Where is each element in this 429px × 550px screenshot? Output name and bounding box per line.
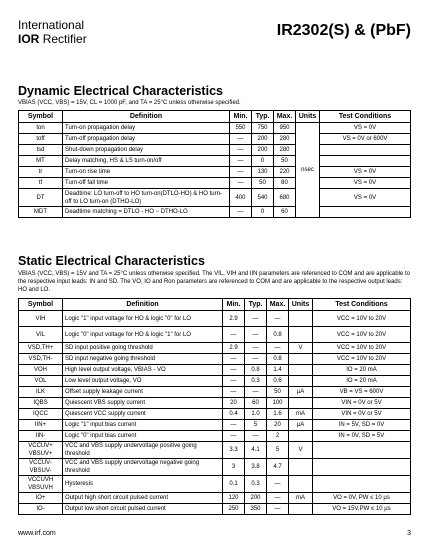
symbol-cell: VIH [19,311,63,327]
min-cell: 250 [223,504,245,515]
symbol-cell: ILK [19,387,63,398]
typ-cell: 50 [252,178,274,189]
units-cell [289,354,313,365]
test-conditions-cell: VS = 0V [320,167,411,178]
definition-cell: SD input positive going threshold [63,343,223,354]
min-cell: — [230,134,252,145]
definition-cell: VCC and VBS supply undervoltage positive going threshold [63,442,223,459]
typ-cell: 750 [252,123,274,134]
brand-name-line1: International [18,18,85,32]
definition-cell: Offset supply leakage current [63,387,223,398]
definition-cell: Logic "1" input bias current [63,420,223,431]
typ-cell: 130 [252,167,274,178]
typ-cell: 4.1 [245,442,267,459]
table-row [19,431,411,442]
page-number: 3 [407,530,411,537]
max-cell: 100 [267,398,289,409]
max-cell: 0.6 [267,376,289,387]
definition-cell: Deadtime matching = DTLO - HO − DTHO-LO [63,207,230,218]
table-row [19,376,411,387]
definition-cell: Shut-down propagation delay [63,145,230,156]
brand-name-line2 [18,32,87,46]
test-conditions-cell: VS = 0V [320,178,411,189]
units-cell [289,327,313,343]
max-cell: 0.8 [267,354,289,365]
typ-cell: — [245,327,267,343]
ior-logo: IOR [18,32,40,46]
definition-cell: Quiescent VBS supply current [63,398,223,409]
test-conditions-cell [320,207,411,218]
min-cell: — [223,376,245,387]
max-cell: 1.4 [267,365,289,376]
max-cell: 60 [274,207,296,218]
min-cell: — [223,327,245,343]
symbol-cell: ton [19,123,63,134]
min-cell: — [223,431,245,442]
table-row [19,504,411,515]
table-row [19,156,411,167]
column-header: Typ. [245,299,267,311]
test-conditions-cell: VS = 0V [320,123,411,134]
max-cell: 280 [274,134,296,145]
table-row [19,145,411,156]
column-header: Typ. [252,111,274,123]
min-cell: 550 [230,123,252,134]
column-header: Test Conditions [313,299,411,311]
max-cell: 0.8 [267,327,289,343]
min-cell: 2.9 [223,343,245,354]
column-header: Min. [223,299,245,311]
max-cell: 50 [274,156,296,167]
dynamic-section-title: Dynamic Electrical Characteristics [18,84,223,98]
test-conditions-cell: VCC = 10V to 20V [313,311,411,327]
symbol-cell: VSD,TH+ [19,343,63,354]
table-row [19,354,411,365]
test-conditions-cell: VIN = 0V or 5V [313,398,411,409]
min-cell: 400 [230,189,252,207]
table-row [19,459,411,476]
table-row [19,365,411,376]
max-cell: 5 [267,442,289,459]
typ-cell: 0.8 [245,365,267,376]
typ-cell: 1.0 [245,409,267,420]
table-row [19,327,411,343]
dynamic-characteristics-table [18,110,411,218]
column-header: Max. [274,111,296,123]
min-cell: — [223,387,245,398]
min-cell: — [230,156,252,167]
units-cell: µA [289,387,313,398]
symbol-cell: IIN+ [19,420,63,431]
static-conditions: VBIAS (VCC, VBS) = 15V and TA = 25°C unless otherwise specified. The VIL, VIH and IIN parameters are referenced to COM and are applicable to the respective input leads: IN and SD. The VO, IO and Ron parameters are referenced to COM and are applicable to the respective output leads: HO and LO. [18,271,410,293]
typ-cell: 350 [245,504,267,515]
definition-cell: Turn-off fall time [63,178,230,189]
test-conditions-cell: VIN = 0V or 5V [313,409,411,420]
test-conditions-cell [320,145,411,156]
document-title: IR2302(S) & (PbF) [276,22,411,39]
units-cell: µA [289,420,313,431]
typ-cell: 200 [245,493,267,504]
test-conditions-cell: VS = 0V or 600V [320,134,411,145]
min-cell: 3 [223,459,245,476]
table-row [19,189,411,207]
table-row [19,442,411,459]
typ-cell: — [245,343,267,354]
table-row [19,134,411,145]
typ-cell: 540 [252,189,274,207]
max-cell: — [267,476,289,493]
min-cell: 0.4 [223,409,245,420]
typ-cell: 60 [245,398,267,409]
units-cell: mA [289,493,313,504]
min-cell: 2.9 [223,311,245,327]
column-header: Units [296,111,320,123]
column-header: Definition [63,111,230,123]
symbol-cell: tsd [19,145,63,156]
test-conditions-cell [313,442,411,459]
definition-cell: Output high short circuit pulsed current [63,493,223,504]
min-cell: — [230,178,252,189]
min-cell: — [223,365,245,376]
units-cell: nsec [296,123,320,218]
definition-cell: Logic "0" input voltage for HO & logic "1" for LO [63,327,223,343]
symbol-cell: IQBS [19,398,63,409]
max-cell: 50 [267,387,289,398]
min-cell: 120 [223,493,245,504]
typ-cell: 200 [252,134,274,145]
test-conditions-cell: VO = 0V, PW ≤ 10 µs [313,493,411,504]
definition-cell: Hysteresis [63,476,223,493]
test-conditions-cell: VCC = 10V to 20V [313,354,411,365]
symbol-cell: VOH [19,365,63,376]
test-conditions-cell: IO = 20 mA [313,365,411,376]
table-row [19,207,411,218]
units-cell [289,311,313,327]
test-conditions-cell [313,476,411,493]
definition-cell: SD input negative going threshold [63,354,223,365]
test-conditions-cell: IN = 0V, SD = 5V [313,431,411,442]
max-cell: 4.7 [267,459,289,476]
max-cell: 280 [274,145,296,156]
units-cell [289,398,313,409]
table-row [19,343,411,354]
typ-cell: 200 [252,145,274,156]
test-conditions-cell: IN = 5V, SD = 0V [313,420,411,431]
max-cell: — [267,504,289,515]
table-row [19,398,411,409]
symbol-cell: VCCUV+ VBSUV+ [19,442,63,459]
symbol-cell: IO+ [19,493,63,504]
definition-cell: VCC and VBS supply undervoltage negative going threshold [63,459,223,476]
min-cell: 20 [223,398,245,409]
symbol-cell: IO- [19,504,63,515]
footer-url: www.irf.com [18,530,56,537]
min-cell: — [223,354,245,365]
units-cell [289,476,313,493]
table-row [19,123,411,134]
typ-cell: 0 [252,207,274,218]
definition-cell: Turn-on rise time [63,167,230,178]
typ-cell: — [245,387,267,398]
units-cell [289,459,313,476]
test-conditions-cell: VS = 0V [320,189,411,207]
max-cell: — [267,493,289,504]
table-row [19,420,411,431]
units-cell: V [289,442,313,459]
column-header: Test Conditions [320,111,411,123]
max-cell: 220 [274,167,296,178]
symbol-cell: VSD,TH- [19,354,63,365]
min-cell: — [230,207,252,218]
static-section-title: Static Electrical Characteristics [18,254,205,268]
test-conditions-cell [320,156,411,167]
typ-cell: 3.8 [245,459,267,476]
table-row [19,311,411,327]
definition-cell: Quiescent VCC supply current [63,409,223,420]
column-header: Symbol [19,299,63,311]
page-header [18,18,411,58]
column-header: Units [289,299,313,311]
column-header: Symbol [19,111,63,123]
brand-rectifier: Rectifier [42,32,87,46]
definition-cell: Turn-on propagation delay [63,123,230,134]
symbol-cell: VCCUVH VBSUVH [19,476,63,493]
definition-cell: Low level output voltage, VO [63,376,223,387]
symbol-cell: VIL [19,327,63,343]
test-conditions-cell: VO = 15V,PW ≤ 10 µs [313,504,411,515]
definition-cell: Logic "0" input bias current [63,431,223,442]
min-cell: — [230,167,252,178]
symbol-cell: VCCUV- VBSUV- [19,459,63,476]
table-row [19,178,411,189]
table-row [19,167,411,178]
max-cell: — [267,343,289,354]
definition-cell: Turn-off propagation delay [63,134,230,145]
column-header: Min. [230,111,252,123]
definition-cell: Output low short circuit pulsed current [63,504,223,515]
symbol-cell: MDT [19,207,63,218]
max-cell: — [267,311,289,327]
table-row [19,493,411,504]
definition-cell: Deadtime: LO turn-off to HO turn-on(DTLO-HO) & HO turn-off to LO turn-on (DTHO-LO) [63,189,230,207]
symbol-cell: IQCC [19,409,63,420]
definition-cell: Logic "1" input voltage for HO & logic "0" for LO [63,311,223,327]
symbol-cell: toff [19,134,63,145]
min-cell: — [223,420,245,431]
dynamic-conditions: VBIAS (VCC, VBS) = 15V, CL = 1000 pF, and TA = 25°C unless otherwise specified. [18,100,241,106]
max-cell: 20 [267,420,289,431]
typ-cell: 0 [252,156,274,167]
definition-cell: Delay matching, HS & LS turn-on/off [63,156,230,167]
typ-cell: — [245,354,267,365]
column-header: Max. [267,299,289,311]
units-cell [289,376,313,387]
typ-cell: — [245,431,267,442]
symbol-cell: DT [19,189,63,207]
symbol-cell: tr [19,167,63,178]
units-cell [289,504,313,515]
symbol-cell: VOL [19,376,63,387]
test-conditions-cell: VCC = 10V to 20V [313,343,411,354]
min-cell: — [230,145,252,156]
max-cell: 680 [274,189,296,207]
max-cell: 80 [274,178,296,189]
typ-cell: — [245,311,267,327]
test-conditions-cell [313,459,411,476]
units-cell: mA [289,409,313,420]
max-cell: 2 [267,431,289,442]
column-header: Definition [63,299,223,311]
typ-cell: 0.3 [245,476,267,493]
table-row [19,409,411,420]
test-conditions-cell: VB = VS = 600V [313,387,411,398]
table-row [19,476,411,493]
min-cell: 0.1 [223,476,245,493]
definition-cell: High level output voltage, VBIAS - VO [63,365,223,376]
typ-cell: 0.3 [245,376,267,387]
static-characteristics-table [18,298,411,515]
typ-cell: 5 [245,420,267,431]
units-cell [289,365,313,376]
units-cell [289,431,313,442]
test-conditions-cell: VCC = 10V to 20V [313,327,411,343]
symbol-cell: MT [19,156,63,167]
symbol-cell: IIN- [19,431,63,442]
max-cell: 1.6 [267,409,289,420]
units-cell: V [289,343,313,354]
symbol-cell: tf [19,178,63,189]
table-row [19,387,411,398]
test-conditions-cell: IO = 20 mA [313,376,411,387]
max-cell: 950 [274,123,296,134]
min-cell: 3.3 [223,442,245,459]
